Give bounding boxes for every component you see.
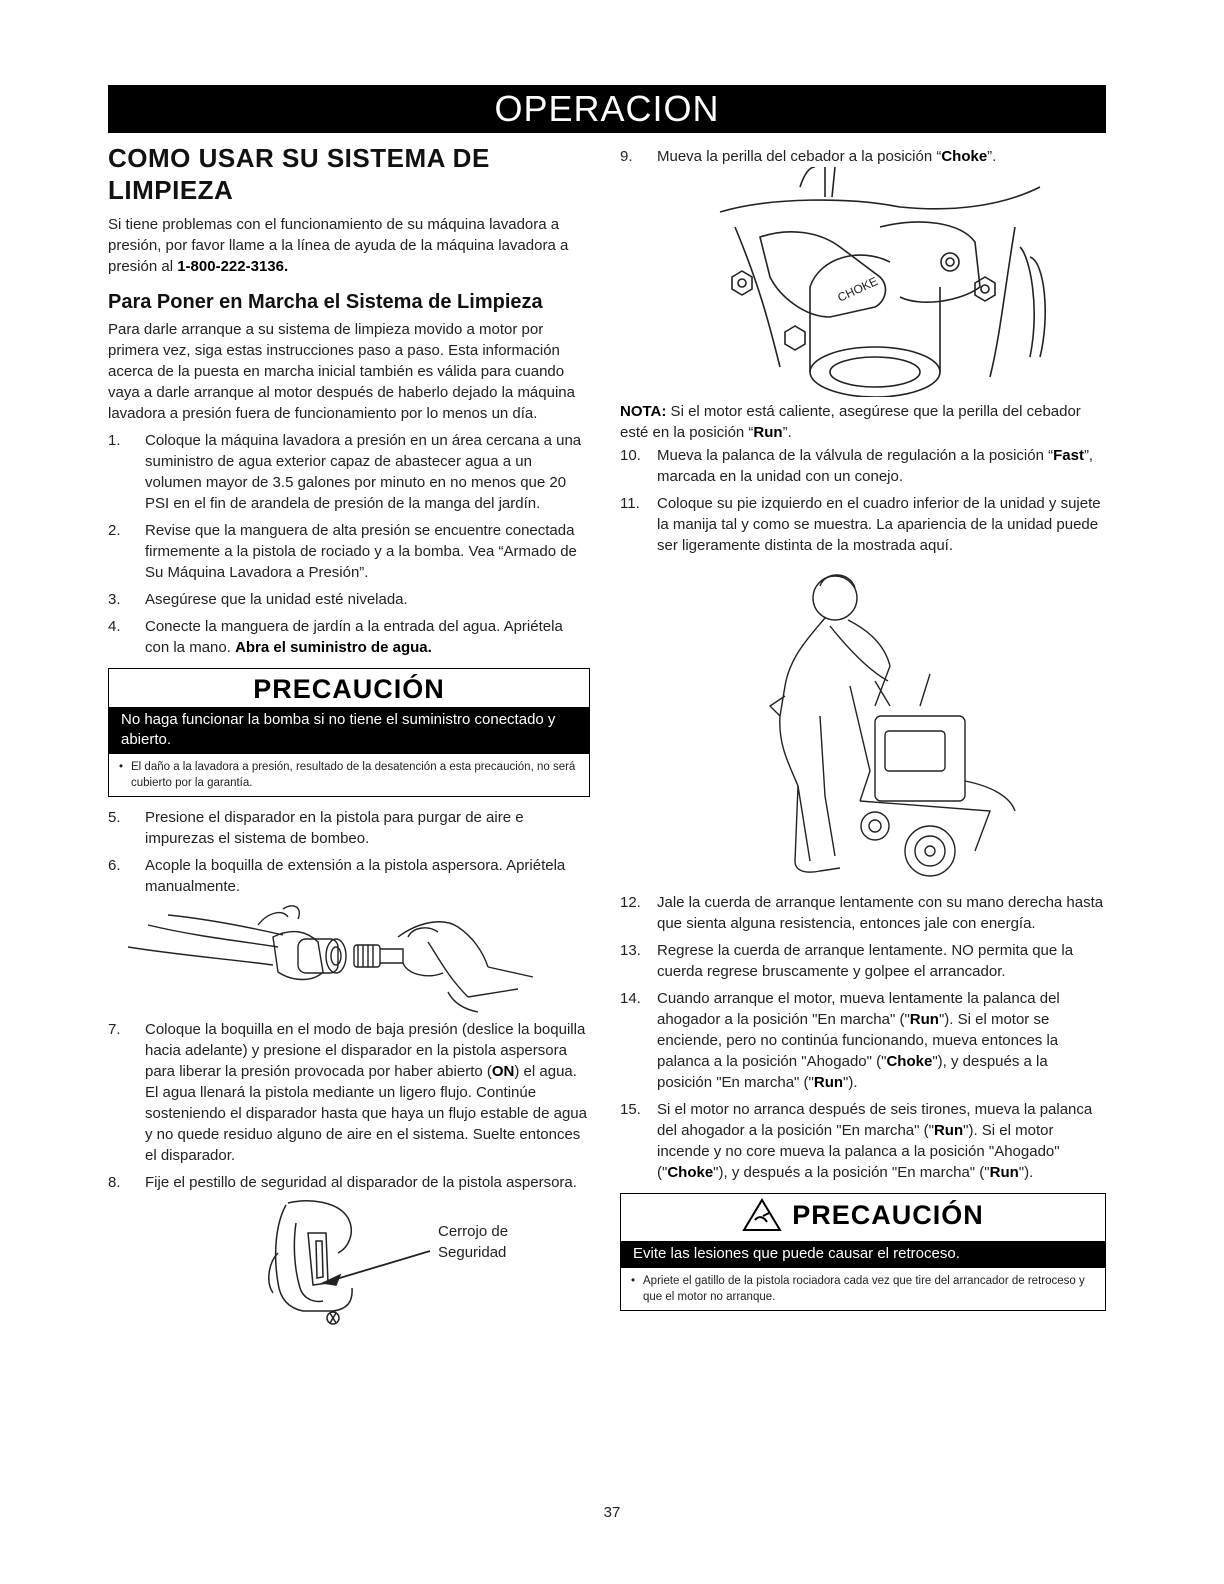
nota-paragraph: NOTA: Si el motor está caliente, asegúrese que la perilla del cebador esté en la posición “Run”.: [620, 403, 1081, 441]
step-11: 11. Coloque su pie izquierdo en el cuadro inferior de la unidad y sujete la manija tal y como se muestra. La apariencia de la unidad puede ser ligeramente distinta de la mostrada aquí.: [620, 495, 1101, 554]
step-13: 13. Regrese la cuerda de arranque lentamente. NO permita que la cuerda regrese bruscamente y golpee el arrancador.: [620, 942, 1074, 980]
steps-list-c: [108, 1019, 590, 1193]
step-2: 2. Revise que la manguera de alta presión se encuentre conectada firmemente a la pistola de rociado y a la bomba. Vea “Armado de Su Máquina Lavadora a Presión”.: [108, 522, 577, 581]
helpline-phone: 1-800-222-3136.: [177, 258, 289, 275]
safety-latch-figure: [108, 1193, 590, 1333]
steps-list-a: [108, 430, 590, 658]
caution-warning: No haga funcionar la bomba si no tiene el suministro conectado y abierto.: [109, 707, 589, 754]
step-4: 4. Conecte la manguera de jardín a la entrada del agua. Apriétela con la mano. Abra el suministro de agua.: [108, 618, 563, 656]
warning-triangle-icon: [742, 1198, 782, 1232]
choke-knob-illustration: [620, 167, 1106, 397]
step-15: 15. Si el motor no arranca después de seis tirones, mueva la palanca del ahogador a la posición "En marcha" ("Run"). Si el motor incende y no core mueva la palanca a la posición "Ahogado" ("Choke"), y después a la posición "En marcha" ("Run").: [620, 1101, 1093, 1181]
caution-box-recoil: [620, 1193, 1106, 1311]
step-10: 10. Mueva la palanca de la válvula de regulación a la posición “Fast”, marcada en la unidad con un conejo.: [620, 447, 1094, 485]
steps-list-e: [620, 445, 1106, 556]
step-1: 1. Coloque la máquina lavadora a presión en un área cercana a una suministro de agua exterior capaz de abastecer agua a un volumen mayor de 3.5 galones por minuto en no menos que 20 PSI en el fin de arandela de presión de la manga del jardín.: [108, 432, 582, 512]
nozzle-attach-illustration: [108, 897, 590, 1017]
caution-warning-recoil: Evite las lesiones que puede causar el retroceso.: [621, 1241, 1105, 1268]
step-8: 8. Fije el pestillo de seguridad al disparador de la pistola aspersora.: [108, 1174, 577, 1191]
intro-paragraph: Si tiene problemas con el funcionamiento de su máquina lavadora a presión, por favor llame a la línea de ayuda de la máquina lavadora a presión al 1-800-222-3136.: [108, 216, 569, 275]
steps-list-d: [620, 146, 1106, 167]
step-6: 6. Acople la boquilla de extensión a la pistola aspersora. Apriétela manualmente.: [108, 857, 566, 895]
step-9: 9. Mueva la perilla del cebador a la posición “Choke”.: [620, 148, 997, 165]
section-subtitle: Para Poner en Marcha el Sistema de Limpieza: [108, 291, 543, 313]
step-14: 14. Cuando arranque el motor, mueva lentamente la palanca del ahogador a la posición "En marcha" ("Run"). Si el motor se enciende, pero no continúa funcionando, mueva entonces la palanca a la posición "Ahogado" ("Choke"), y después a la posición "En marcha" ("Run").: [620, 990, 1060, 1091]
steps-list-f: [620, 892, 1106, 1183]
page-number: 37: [603, 1504, 621, 1521]
left-column: [108, 142, 590, 1333]
caution-bullet: • El daño a la lavadora a presión, resultado de la desatención a esta precaución, no será cubierto por la garantía.: [119, 761, 576, 789]
startup-intro: Para darle arranque a su sistema de limpieza movido a motor por primera vez, siga estas instrucciones paso a paso. Esta información acerca de la puesta en marcha inicial también es válida para cuando vaya a darle arranque al motor después de haberlo dejado la máquina lavadora a presión fuera de funcionamiento por lo menos un día.: [108, 321, 575, 422]
step-3: 3. Asegúrese que la unidad esté nivelada.: [108, 591, 408, 608]
spray-gun-illustration: [108, 1193, 448, 1333]
caution-title: PRECAUCIÓN: [253, 674, 445, 704]
step-7: 7. Coloque la boquilla en el modo de baja presión (deslice la boquilla hacia adelante) y presione el disparador en la pistola aspersora para liberar la presión provocada por haber abierto (ON) el agua. El agua llenará la pistola mediante un ligero flujo. Continúe sosteniendo el disparador hasta que haya un flujo estable de agua y no quede residuo alguno de aire en el sistema. Suelte entonces el disparador.: [108, 1021, 587, 1164]
step-12: 12. Jale la cuerda de arranque lentamente con su mano derecha hasta que sienta alguna resistencia, entonces jale con energía.: [620, 894, 1104, 932]
operator-illustration: [620, 556, 1106, 886]
step-5: 5. Presione el disparador en la pistola para purgar de aire e impurezas el sistema de bombeo.: [108, 809, 524, 847]
caution-box-water: [108, 668, 590, 797]
choke-mark-label: CHOKE: [835, 273, 880, 305]
caution-bullet-recoil: • Apriete el gatillo de la pistola rociadora cada vez que tire del arrancador de retroceso y que el motor no arranque.: [631, 1275, 1085, 1303]
caution-title-recoil: PRECAUCIÓN: [621, 1194, 1105, 1241]
right-column: [620, 146, 1106, 1321]
page-title: COMO USAR SU SISTEMA DE LIMPIEZA: [108, 143, 490, 205]
section-banner: OPERACION: [108, 85, 1106, 133]
steps-list-b: [108, 807, 590, 897]
latch-callout: Cerrojo de Seguridad: [438, 1223, 509, 1261]
